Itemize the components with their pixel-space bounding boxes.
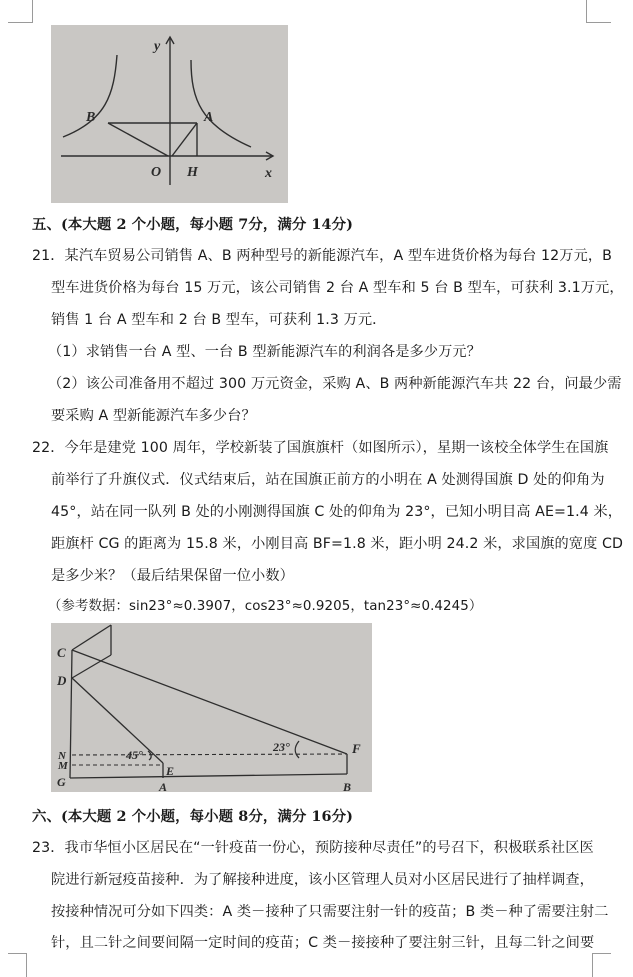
label-y: y — [154, 39, 161, 54]
q21-part-2-line-1: （2）该公司准备用不超过 300 万元资金，采购 A、B 两种新能源汽车共 22 台，问最少需 — [48, 376, 622, 392]
q21-part-1: （1）求销售一台 A 型、一台 B 型新能源汽车的利润各是多少万元？ — [48, 344, 481, 360]
q21-line-2: 型车进货价格为每台 15 万元，该公司销售 2 台 A 型车和 5 台 B 型车，可获利 3.1万元， — [51, 280, 624, 296]
corner-mark-bottom-left — [8, 953, 27, 977]
flagpole-figure — [51, 623, 372, 792]
label-M: M — [58, 760, 68, 772]
label-G: G — [57, 775, 66, 789]
corner-mark-top-left — [8, 0, 33, 23]
label-O: O — [151, 165, 162, 180]
hyperbola-figure — [51, 25, 288, 203]
q22-line-1: 22．今年是建党 100 周年，学校新装了国旗旗杆（如图所示），星期一该校全体学生在国旗 — [32, 440, 609, 456]
label-A: A — [159, 780, 168, 792]
label-angle-45: 45° — [126, 748, 143, 762]
label-C: C — [57, 645, 66, 660]
label-D: D — [57, 673, 67, 688]
label-B: B — [343, 780, 352, 792]
corner-mark-bottom-right — [592, 953, 611, 977]
section-5-heading: 五、(本大题 2 个小题，每小题 7分，满分 14分) — [32, 216, 354, 233]
q23-line-4: 针，且二针之间要间隔一定时间的疫苗；C 类－接接种了要注射三针，且每二针之间要 — [51, 935, 595, 951]
q23-line-2: 院进行新冠疫苗接种．为了解接种进度，该小区管理人员对小区居民进行了抽样调查， — [51, 872, 594, 888]
label-H: H — [187, 165, 198, 180]
q21-part-2-line-2: 要采购 A 型新能源汽车多少台？ — [51, 408, 256, 424]
q22-line-2: 前举行了升旗仪式．仪式结束后，站在国旗正前方的小明在 A 处测得国旗 D 处的仰角为 — [51, 472, 605, 488]
q23-line-1: 23．我市华恒小区居民在“一针疫苗一份心，预防接种尽责任”的号召下，积极联系社区医 — [32, 840, 594, 856]
hyperbola-diagram — [51, 25, 288, 203]
label-F: F — [352, 741, 361, 756]
q23-line-3: 按接种情况可分如下四类：A 类－接种了只需要注射一针的疫苗；B 类－种了需要注射二 — [51, 904, 609, 920]
label-angle-23: 23° — [273, 740, 290, 754]
label-E: E — [166, 764, 175, 778]
label-N: N — [58, 750, 66, 762]
label-A: A — [204, 110, 214, 125]
q22-reference-data: （参考数据：sin23°≈0.3907，cos23°≈0.9205，tan23°≈0.4245） — [48, 599, 483, 614]
flagpole-diagram — [51, 623, 372, 792]
corner-mark-top-right — [586, 0, 611, 23]
q22-line-4: 距旗杆 CG 的距离为 15.8 米，小刚目高 BF=1.8 米，距小明 24.2 米，求国旗的宽度 CD — [51, 536, 624, 552]
q21-line-1: 21．某汽车贸易公司销售 A、B 两种型号的新能源汽车，A 型车进货价格为每台 12万元，B — [32, 248, 612, 264]
q21-line-3: 销售 1 台 A 型车和 2 台 B 型车，可获利 1.3 万元． — [51, 312, 387, 328]
label-B: B — [86, 110, 96, 125]
q22-line-3: 45°，站在同一队列 B 处的小刚测得国旗 C 处的仰角为 23°，已知小明目高 AE=1.4 米， — [51, 504, 623, 520]
label-x: x — [265, 166, 272, 181]
q22-line-5: 是多少米？（最后结果保留一位小数） — [51, 568, 294, 584]
section-6-heading: 六、(本大题 2 个小题，每小题 8分，满分 16分) — [32, 808, 354, 825]
